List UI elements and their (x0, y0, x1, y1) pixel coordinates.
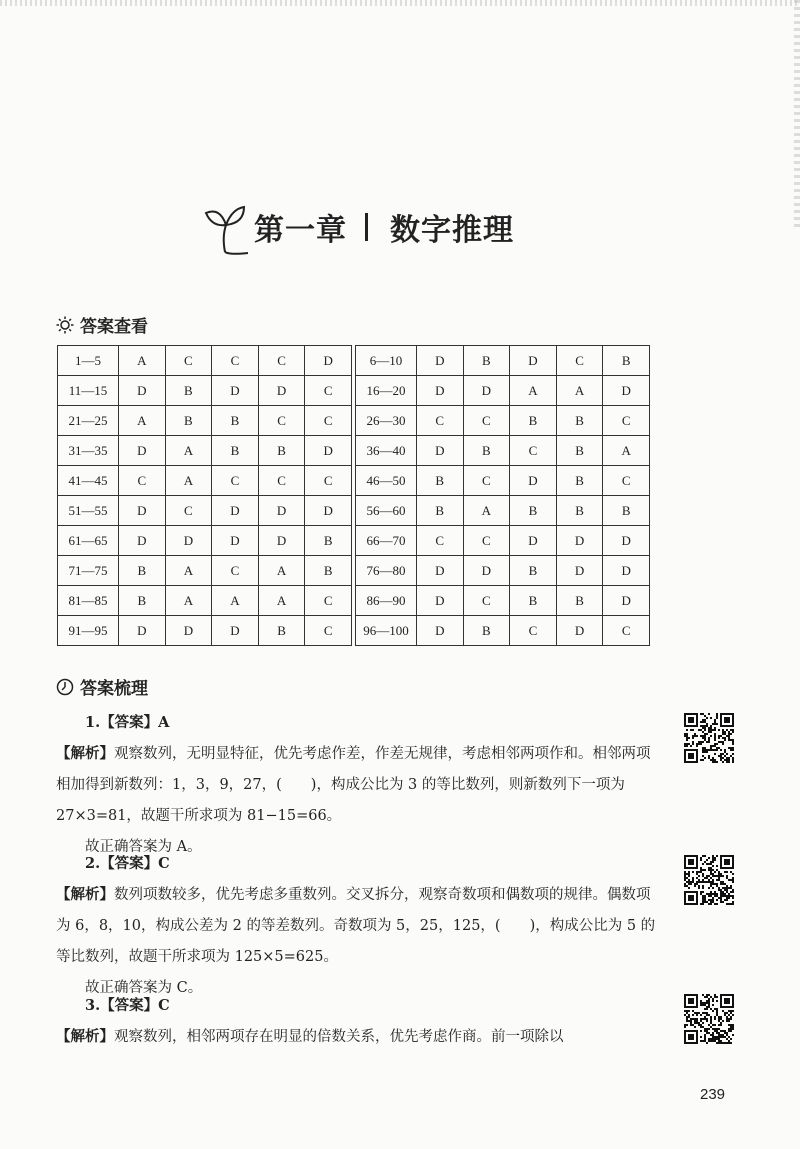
answer-cell: D (305, 346, 352, 376)
answer-cell: C (258, 346, 305, 376)
answer-cell: C (258, 466, 305, 496)
answer-cell: D (603, 526, 650, 556)
answer-cell: C (258, 406, 305, 436)
answer-cell: D (119, 376, 166, 406)
table-row (58, 346, 650, 376)
answer-cell: D (556, 616, 603, 646)
answer-cell: D (212, 376, 259, 406)
answer-cell: C (463, 406, 510, 436)
answer-cell: D (556, 526, 603, 556)
clock-icon (56, 678, 74, 696)
answer-line: 2.【答案】C (85, 855, 170, 872)
answer-cell: D (416, 586, 463, 616)
answer-cell: C (212, 466, 259, 496)
answer-cell: A (258, 586, 305, 616)
qr-code-icon[interactable] (684, 994, 734, 1044)
section-answer-review-title: 答案梳理 (80, 679, 148, 699)
answer-cell: C (119, 466, 166, 496)
analysis-tag: 【解析】 (56, 886, 114, 903)
answer-cell: D (305, 436, 352, 466)
answer-cell: C (603, 616, 650, 646)
question-range: 36—40 (355, 436, 416, 466)
answer-cell: D (416, 346, 463, 376)
answer-cell: C (305, 406, 352, 436)
sun-icon (56, 316, 74, 334)
question-range: 31—35 (58, 436, 119, 466)
answer-cell: B (556, 406, 603, 436)
answer-cell: C (603, 406, 650, 436)
answer-cell: B (463, 346, 510, 376)
answer-line: 1.【答案】A (85, 714, 170, 731)
answer-cell: C (305, 616, 352, 646)
scan-artifact-top (0, 0, 800, 6)
answer-cell: B (556, 496, 603, 526)
table-row (58, 466, 650, 496)
section-answer-check-title: 答案查看 (80, 317, 148, 337)
answer-cell: B (258, 616, 305, 646)
question-range: 21—25 (58, 406, 119, 436)
chapter-name: 数字推理 (390, 213, 514, 248)
answer-cell: C (416, 526, 463, 556)
question-range: 81—85 (58, 586, 119, 616)
answer-cell: B (603, 346, 650, 376)
table-row (58, 526, 650, 556)
answer-cell: D (258, 376, 305, 406)
answer-cell: A (119, 346, 166, 376)
answer-cell: A (510, 376, 557, 406)
table-row (58, 586, 650, 616)
answer-cell: B (463, 436, 510, 466)
question-range: 86—90 (355, 586, 416, 616)
answer-cell: D (603, 586, 650, 616)
answer-cell: D (119, 436, 166, 466)
section-answer-check-heading (56, 312, 148, 337)
analysis-text: 观察数列，无明显特征，优先考虑作差，作差无规律，考虑相邻两项作和。相邻两项相加得到新数列：1，3，9，27，( )，构成公比为 3 的等比数列，则新数列下一项为 27×3=81，故题干所求项为 81−15=66。 (56, 746, 651, 824)
answer-cell: A (258, 556, 305, 586)
table-row (58, 376, 650, 406)
answer-cell: B (416, 496, 463, 526)
answer-cell: B (258, 436, 305, 466)
answer-cell: B (556, 466, 603, 496)
answer-cell: D (258, 496, 305, 526)
answer-cell: D (119, 496, 166, 526)
question-range: 66—70 (355, 526, 416, 556)
question-range: 61—65 (58, 526, 119, 556)
question-range: 56—60 (355, 496, 416, 526)
chapter-heading (200, 192, 514, 262)
answer-cell: A (603, 436, 650, 466)
answer-cell: D (510, 346, 557, 376)
answer-cell: A (165, 586, 212, 616)
answer-cell: B (119, 556, 166, 586)
answer-cell: C (463, 466, 510, 496)
analysis-tag: 【解析】 (56, 1028, 114, 1045)
chapter-divider (365, 213, 368, 241)
answer-cell: B (510, 556, 557, 586)
answer-cell: C (212, 556, 259, 586)
answer-line: 3.【答案】C (85, 997, 170, 1014)
table-row (58, 496, 650, 526)
answer-cell: D (305, 496, 352, 526)
answer-cell: B (305, 526, 352, 556)
answer-cell: D (510, 466, 557, 496)
analysis-paragraph (56, 879, 656, 973)
analysis-text: 观察数列，相邻两项存在明显的倍数关系，优先考虑作商。前一项除以 (114, 1029, 564, 1045)
analysis-paragraph (56, 1021, 656, 1053)
answer-cell: A (556, 376, 603, 406)
answer-cell: A (463, 496, 510, 526)
table-row (58, 616, 650, 646)
analysis-text: 数列项数较多，优先考虑多重数列。交叉拆分，观察奇数项和偶数项的规律。偶数项为 6，8，10，构成公差为 2 的等差数列。奇数项为 5，25，125，( )，构成公比为 5 的等比数列，故题干所求项为 125×5=625。 (56, 887, 656, 965)
answer-cell: B (119, 586, 166, 616)
answer-cell: D (510, 526, 557, 556)
conclusion: 故正确答案为 C。 (85, 980, 203, 996)
answer-cell: C (165, 346, 212, 376)
answer-cell: D (119, 526, 166, 556)
question-range: 6—10 (355, 346, 416, 376)
answer-cell: B (416, 466, 463, 496)
answer-cell: C (463, 586, 510, 616)
answer-cell: C (416, 406, 463, 436)
answer-cell: C (305, 586, 352, 616)
answer-cell: A (119, 406, 166, 436)
answer-cell: C (556, 346, 603, 376)
answer-cell: D (463, 556, 510, 586)
page-number: 239 (700, 1086, 726, 1103)
answer-cell: D (165, 616, 212, 646)
answer-cell: B (463, 616, 510, 646)
answer-cell: C (603, 466, 650, 496)
sprout-icon (200, 197, 250, 257)
question-range: 51—55 (58, 496, 119, 526)
answer-cell: A (165, 556, 212, 586)
question-range: 76—80 (355, 556, 416, 586)
answer-cell: D (603, 556, 650, 586)
table-row (58, 406, 650, 436)
answer-cell: D (416, 556, 463, 586)
question-range: 91—95 (58, 616, 119, 646)
answer-cell: D (603, 376, 650, 406)
qr-code-icon[interactable] (684, 855, 734, 905)
answer-cell: D (416, 376, 463, 406)
answer-cell: A (165, 436, 212, 466)
answer-cell: A (165, 466, 212, 496)
answer-cell: C (510, 436, 557, 466)
question-range: 16—20 (355, 376, 416, 406)
answer-item-2 (56, 848, 656, 1004)
answer-cell: B (212, 436, 259, 466)
question-range: 26—30 (355, 406, 416, 436)
scan-artifact-right (794, 0, 800, 230)
question-range: 41—45 (58, 466, 119, 496)
answer-cell: B (165, 406, 212, 436)
answer-item-3 (56, 990, 656, 1053)
answer-cell: D (212, 526, 259, 556)
answer-cell: D (416, 436, 463, 466)
qr-code-icon[interactable] (684, 713, 734, 763)
answer-cell: C (165, 496, 212, 526)
answer-cell: C (510, 616, 557, 646)
answer-cell: A (212, 586, 259, 616)
answer-cell: C (305, 376, 352, 406)
question-range: 71—75 (58, 556, 119, 586)
chapter-number: 第一章 (254, 213, 347, 248)
question-range: 11—15 (58, 376, 119, 406)
table-row (58, 556, 650, 586)
answer-cell: B (510, 586, 557, 616)
question-range: 46—50 (355, 466, 416, 496)
answer-cell: D (556, 556, 603, 586)
answer-cell: B (212, 406, 259, 436)
question-range: 1—5 (58, 346, 119, 376)
answer-cell: B (556, 436, 603, 466)
question-range: 96—100 (355, 616, 416, 646)
answer-cell: D (416, 616, 463, 646)
answer-cell: D (119, 616, 166, 646)
analysis-paragraph (56, 738, 656, 832)
answer-cell: D (212, 616, 259, 646)
answer-cell: B (510, 496, 557, 526)
answer-cell: C (212, 346, 259, 376)
answer-cell: D (165, 526, 212, 556)
answer-item-1 (56, 707, 656, 863)
conclusion: 故正确答案为 A。 (85, 839, 202, 855)
answer-cell: B (165, 376, 212, 406)
answer-cell: C (463, 526, 510, 556)
answer-cell: C (305, 466, 352, 496)
answer-cell: B (510, 406, 557, 436)
answer-cell: B (603, 496, 650, 526)
answer-table (57, 345, 650, 646)
answer-cell: D (212, 496, 259, 526)
section-answer-review-heading (56, 674, 148, 699)
answer-cell: D (463, 376, 510, 406)
answer-cell: B (305, 556, 352, 586)
answer-cell: B (556, 586, 603, 616)
analysis-tag: 【解析】 (56, 745, 114, 762)
answer-cell: D (258, 526, 305, 556)
table-row (58, 436, 650, 466)
